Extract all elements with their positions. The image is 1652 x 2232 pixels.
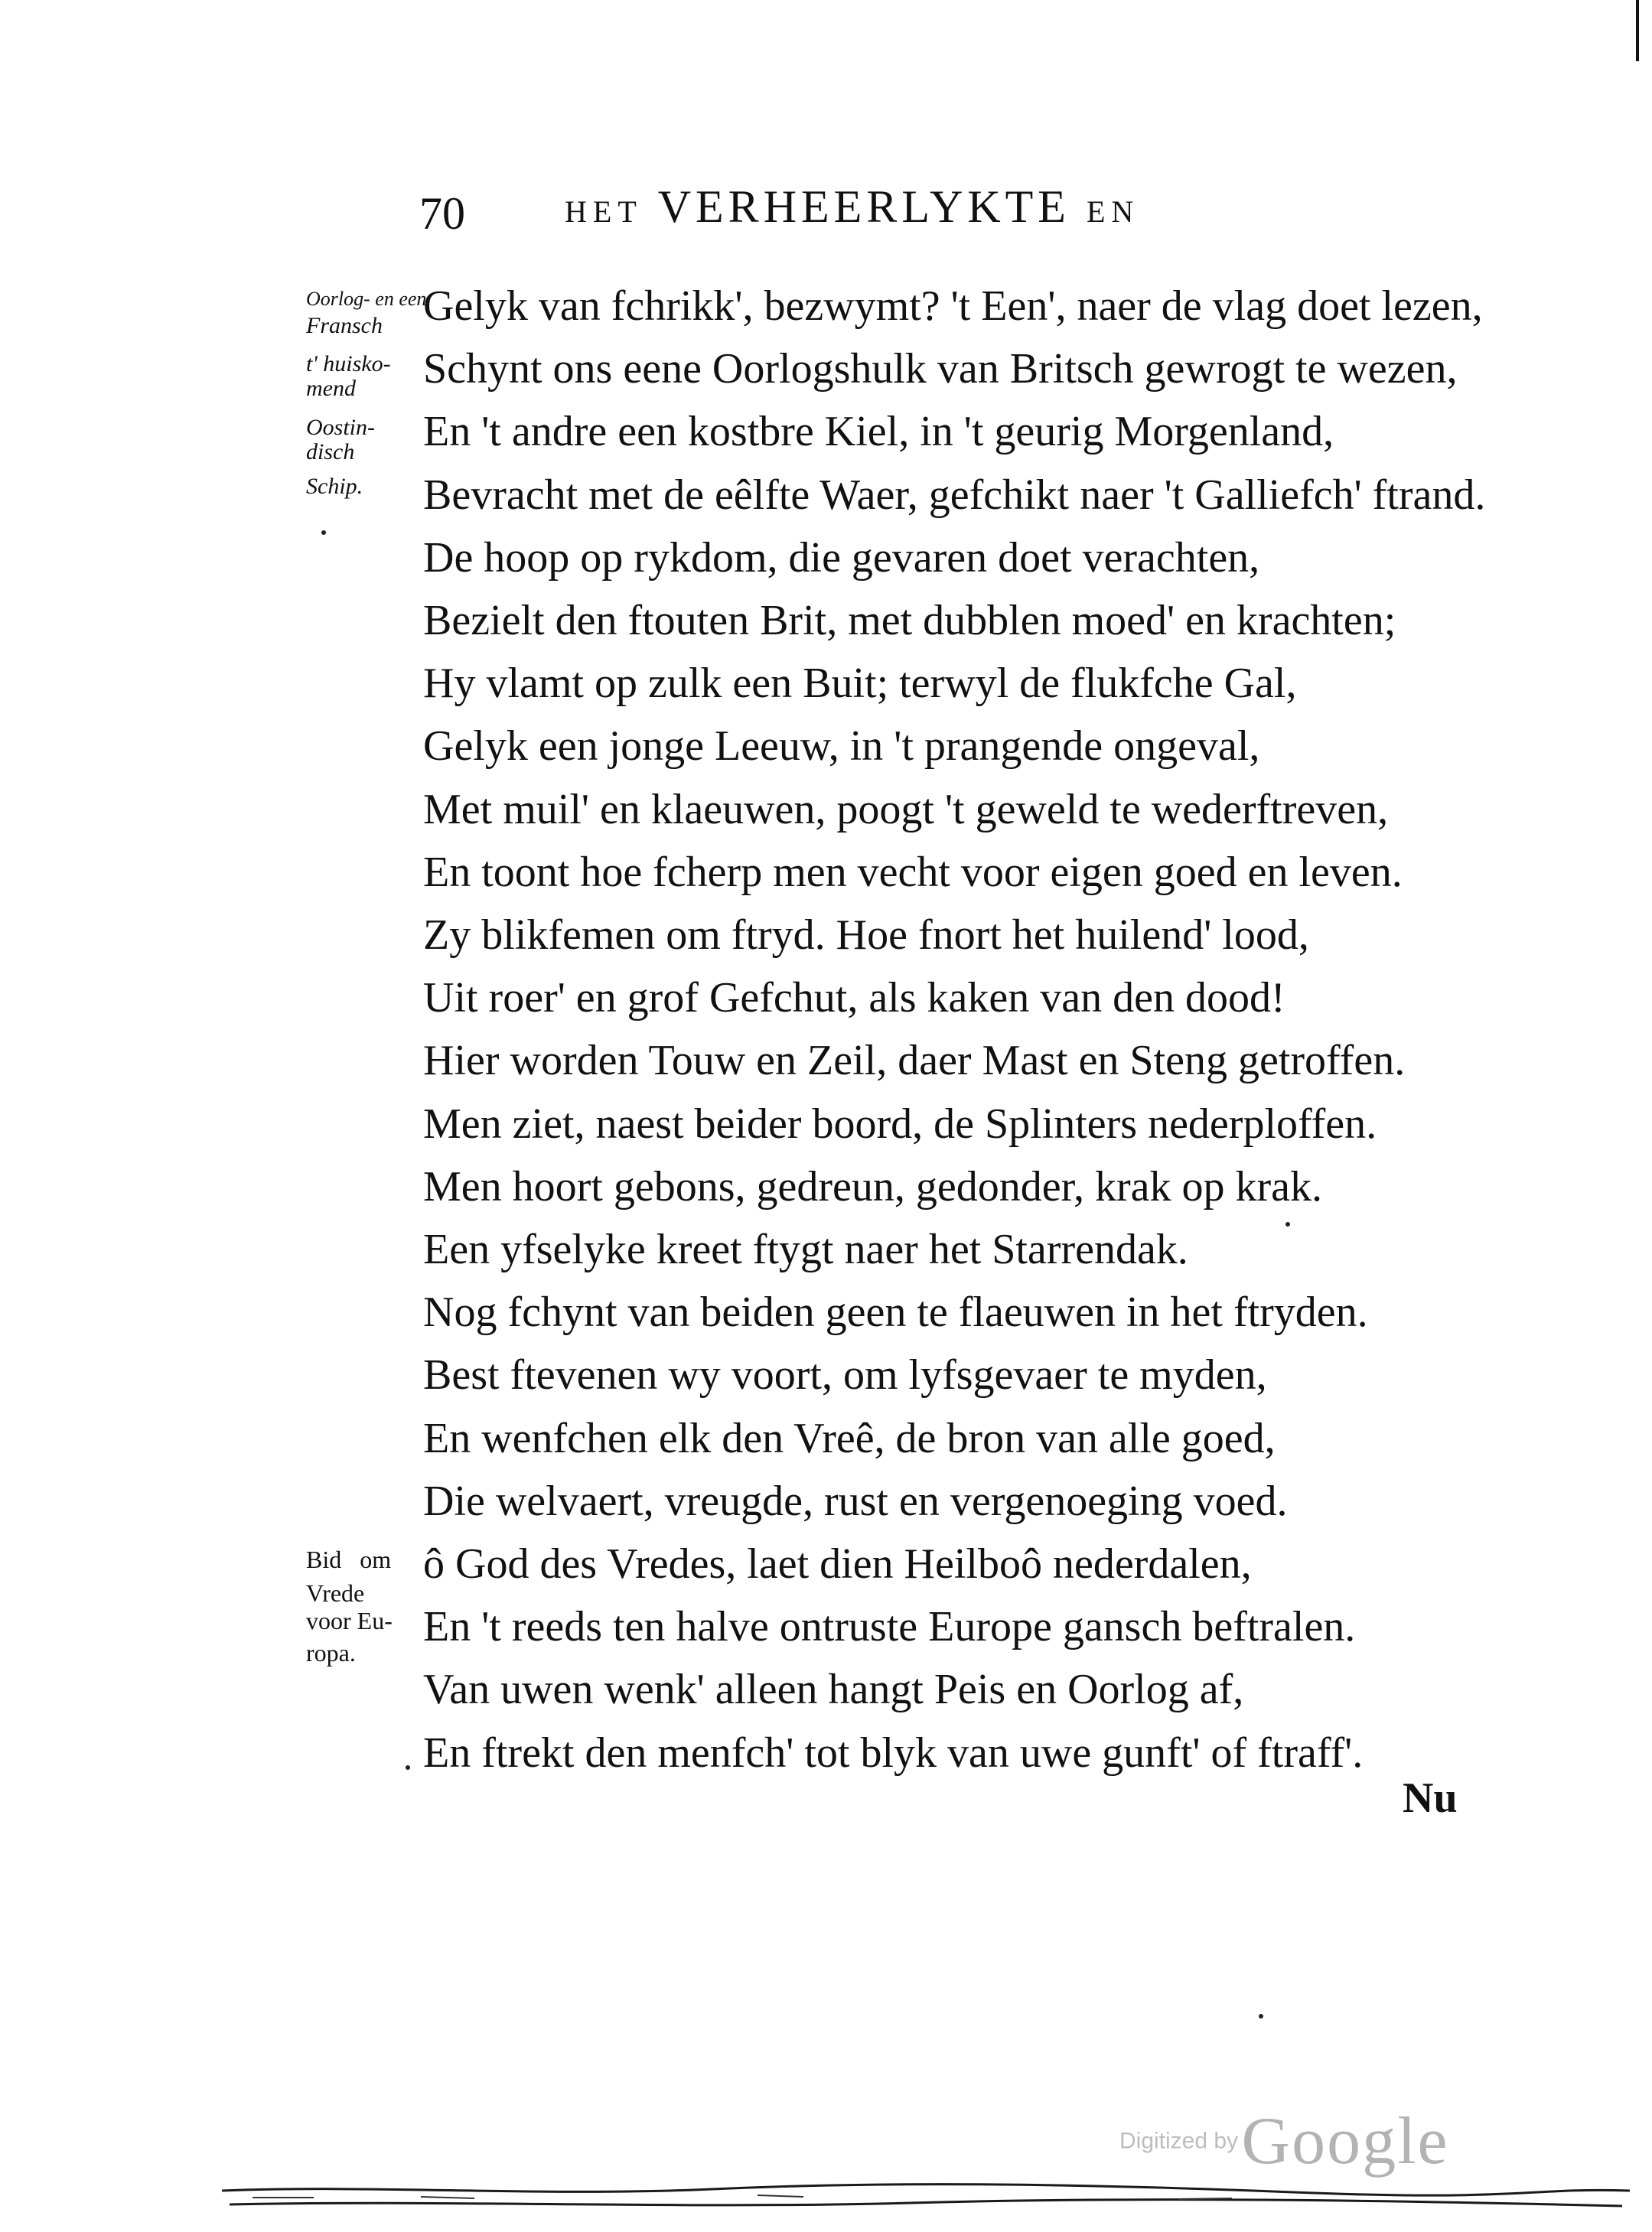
print-speck bbox=[1259, 2014, 1263, 2019]
page-edge-mark bbox=[1636, 0, 1639, 61]
page-number: 70 bbox=[419, 188, 465, 239]
print-speck bbox=[321, 530, 326, 535]
margin-note: Vrede bbox=[306, 1579, 365, 1607]
poem-line: En toont hoe fcherp men vecht voor eigen goed en leven. bbox=[423, 849, 1403, 896]
poem-line: En ftrekt den menfch' tot blyk van uwe gunft' of ftraff'. bbox=[423, 1729, 1364, 1777]
margin-note: Schip. bbox=[306, 474, 363, 499]
poem-line: Bevracht met de eêlfte Waer, gefchikt naer 't Galliefch' ftrand. bbox=[423, 471, 1486, 519]
poem-line: Bezielt den ftouten Brit, met dubblen moed' en krachten; bbox=[423, 597, 1396, 644]
print-speck bbox=[1285, 1222, 1290, 1227]
poem-line: Zy blikfemen om ftryd. Hoe fnort het huilend' lood, bbox=[423, 911, 1309, 959]
poem-line: En 't andre een kostbre Kiel, in 't geurig Morgenland, bbox=[423, 408, 1334, 455]
margin-note: disch bbox=[306, 439, 355, 464]
poem-line: Uit roer' en grof Gefchut, als kaken van den dood! bbox=[423, 974, 1285, 1022]
margin-note: Oorlog- en een bbox=[306, 288, 427, 310]
poem-line: Gelyk van fchrikk', bezwymt? 't Een', naer de vlag doet lezen, bbox=[423, 282, 1483, 330]
margin-note: Fransch bbox=[306, 313, 383, 338]
running-head-main: VERHEERLYKTE bbox=[657, 181, 1070, 232]
watermark-prefix: Digitized by bbox=[1119, 2128, 1239, 2154]
poem-line: Men ziet, naest beider boord, de Splinters nederploffen. bbox=[423, 1100, 1377, 1148]
poem-line: Een yfselyke kreet ftygt naer het Starrendak. bbox=[423, 1226, 1188, 1273]
print-speck bbox=[406, 1765, 410, 1770]
margin-note: Oostin- bbox=[306, 415, 375, 440]
poem-line: Best ftevenen wy voort, om lyfsgevaer te myden, bbox=[423, 1351, 1267, 1399]
poem-line: ô God des Vredes, laet dien Heilboô nederdalen, bbox=[423, 1540, 1252, 1588]
google-logo: Google bbox=[1241, 2104, 1449, 2178]
margin-note: ropa. bbox=[306, 1639, 356, 1667]
poem-line: De hoop op rykdom, die gevaren doet verachten, bbox=[423, 534, 1260, 582]
poem-line: Nog fchynt van beiden geen te flaeuwen in het ftryden. bbox=[423, 1289, 1368, 1336]
margin-note: mend bbox=[306, 376, 356, 401]
google-watermark bbox=[1119, 2103, 1449, 2180]
poem-line: Van uwen wenk' alleen hangt Peis en Oorlog af, bbox=[423, 1666, 1244, 1713]
page-bottom-edge bbox=[222, 2177, 1630, 2215]
catchword: Nu bbox=[1403, 1774, 1458, 1822]
margin-note: Bid om bbox=[306, 1546, 392, 1573]
poem-line: Die welvaert, vreugde, rust en vergenoeging voed. bbox=[423, 1478, 1288, 1525]
poem-line: Met muil' en klaeuwen, poogt 't geweld te wederftreven, bbox=[423, 786, 1389, 833]
poem-line: Hier worden Touw en Zeil, daer Mast en Steng getroffen. bbox=[423, 1037, 1406, 1084]
poem-line: Hy vlamt op zulk een Buit; terwyl de flukfche Gal, bbox=[423, 660, 1297, 707]
poem-line: Gelyk een jonge Leeuw, in 't prangende ongeval, bbox=[423, 722, 1260, 770]
poem-line: En wenfchen elk den Vreê, de bron van alle goed, bbox=[423, 1415, 1276, 1462]
running-head bbox=[565, 181, 1139, 233]
running-head-word-2: EN bbox=[1086, 194, 1140, 229]
poem-line: Men hoort gebons, gedreun, gedonder, krak op krak. bbox=[423, 1163, 1322, 1210]
poem-line: En 't reeds ten halve ontruste Europe gansch beftralen. bbox=[423, 1603, 1356, 1650]
poem-line: Schynt ons eene Oorlogshulk van Britsch gewrogt te wezen, bbox=[423, 345, 1458, 393]
margin-note: t' huisko- bbox=[306, 351, 391, 376]
running-head-word-1: HET bbox=[565, 194, 643, 229]
margin-note: voor Eu- bbox=[306, 1607, 393, 1634]
